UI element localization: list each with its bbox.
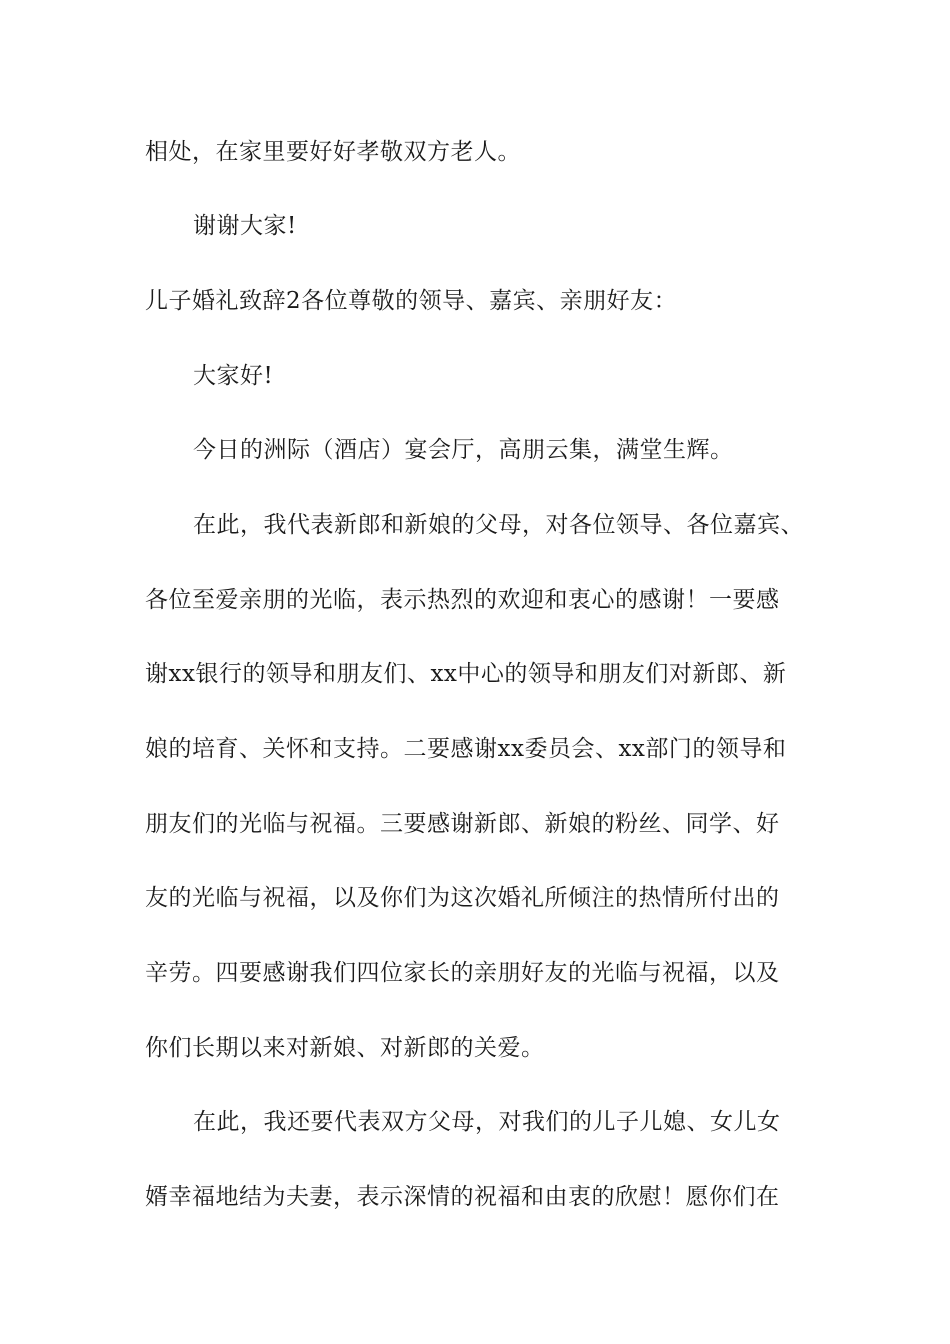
text-line: 你们长期以来对新娘、对新郎的关爱。 [145, 1035, 545, 1061]
text-line: 友的光临与祝福，以及你们为这次婚礼所倾注的热情所付出的 [145, 885, 780, 911]
text-line: 朋友们的光临与祝福。三要感谢新郎、新娘的粉丝、同学、好 [145, 811, 780, 837]
section-heading: 儿子婚礼致辞2各位尊敬的领导、嘉宾、亲朋好友： [145, 288, 678, 314]
text-line: 大家好! [193, 363, 274, 389]
text-line: 今日的洲际（酒店）宴会厅，高朋云集，满堂生辉。 [193, 437, 734, 463]
text-line: 婿幸福地结为夫妻，表示深情的祝福和由衷的欣慰！愿你们在 [145, 1184, 780, 1210]
text-line: 相处，在家里要好好孝敬双方老人。 [145, 139, 521, 165]
text-line: 娘的培育、关怀和支持。二要感谢xx委员会、xx部门的领导和 [145, 736, 787, 762]
text-line: 在此，我代表新郎和新娘的父母，对各位领导、各位嘉宾、 [193, 512, 804, 538]
text-line: 在此，我还要代表双方父母，对我们的儿子儿媳、女儿女 [193, 1109, 781, 1135]
text-line: 辛劳。四要感谢我们四位家长的亲朋好友的光临与祝福，以及 [145, 960, 780, 986]
text-line: 谢谢大家! [193, 213, 297, 239]
text-line: 谢xx银行的领导和朋友们、xx中心的领导和朋友们对新郎、新 [145, 661, 787, 687]
text-line: 各位至爱亲朋的光临，表示热烈的欢迎和衷心的感谢！一要感 [145, 587, 780, 613]
